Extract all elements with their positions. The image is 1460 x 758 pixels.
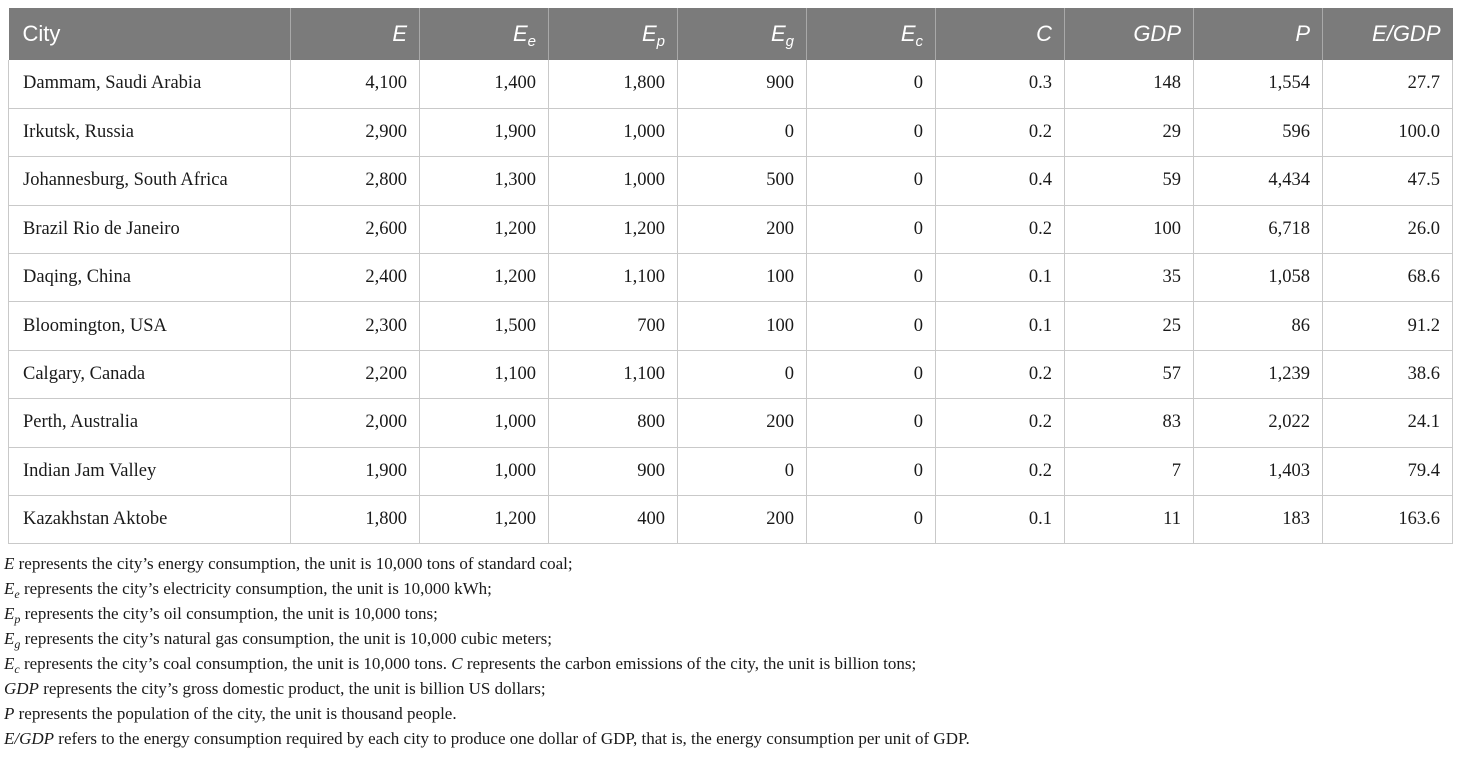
cell-c: 0.1	[936, 496, 1065, 544]
cell-p: 1,554	[1194, 60, 1323, 108]
table-row	[9, 350, 1453, 398]
cell-p: 1,403	[1194, 447, 1323, 495]
cell-gdp: 148	[1065, 60, 1194, 108]
cell-eg: 500	[678, 157, 807, 205]
table-header	[9, 8, 1453, 60]
cell-city: Daqing, China	[9, 254, 291, 302]
cell-gdp: 57	[1065, 350, 1194, 398]
cell-e: 2,400	[291, 254, 420, 302]
cell-city: Dammam, Saudi Arabia	[9, 60, 291, 108]
cell-ee: 1,300	[420, 157, 549, 205]
footnote-text: represents the city’s natural gas consumption, the unit is 10,000 cubic meters;	[20, 629, 552, 648]
cell-e: 1,800	[291, 496, 420, 544]
table-row	[9, 447, 1453, 495]
footnote-subscript: c	[14, 662, 20, 676]
cell-gdp: 83	[1065, 399, 1194, 447]
header-row	[9, 8, 1453, 60]
cell-e: 2,300	[291, 302, 420, 350]
footnote-text: refers to the energy consumption required by each city to produce one dollar of GDP, that is, the energy consumption per unit of GDP.	[54, 729, 970, 748]
cell-ee: 1,000	[420, 399, 549, 447]
data-table-container	[8, 8, 1452, 544]
header-ep-base: E	[641, 21, 657, 46]
header-eg-base: E	[770, 21, 786, 46]
footnote-symbol: E/GDP	[4, 729, 55, 748]
footnote-text: represents the city’s oil consumption, the unit is 10,000 tons;	[20, 604, 438, 623]
footnote-text: represents the city’s gross domestic product, the unit is billion US dollars;	[38, 679, 546, 698]
footnote-subscript: g	[14, 637, 21, 651]
cell-ep: 1,000	[549, 108, 678, 156]
header-e: E	[291, 8, 420, 60]
cell-ec: 0	[807, 157, 936, 205]
footnote-text: represents the city’s energy consumption, the unit is 10,000 tons of standard coal;	[14, 554, 573, 573]
table-row	[9, 157, 1453, 205]
footnote-symbol: GDP	[4, 679, 39, 698]
cell-eg: 0	[678, 350, 807, 398]
header-eg	[678, 8, 807, 60]
cell-c: 0.2	[936, 205, 1065, 253]
footnote-symbol: E	[4, 604, 15, 623]
cell-gdp: 25	[1065, 302, 1194, 350]
cell-p: 4,434	[1194, 157, 1323, 205]
cell-e-per-gdp: 24.1	[1323, 399, 1453, 447]
footnote-text: represents the carbon emissions of the city, the unit is billion tons;	[462, 654, 917, 673]
cell-e: 2,600	[291, 205, 420, 253]
cell-e-per-gdp: 27.7	[1323, 60, 1453, 108]
table-row	[9, 108, 1453, 156]
cell-ee: 1,500	[420, 302, 549, 350]
cell-p: 183	[1194, 496, 1323, 544]
footnote-e-per-gdp	[4, 726, 1454, 751]
cell-e: 2,000	[291, 399, 420, 447]
cell-c: 0.1	[936, 254, 1065, 302]
cell-ep: 900	[549, 447, 678, 495]
header-e-per-gdp: E/GDP	[1372, 21, 1441, 46]
cell-c: 0.3	[936, 60, 1065, 108]
cell-ec: 0	[807, 205, 936, 253]
footnote-ee	[4, 576, 1454, 601]
footnote-symbol: P	[4, 704, 15, 723]
cell-ep: 400	[549, 496, 678, 544]
footnote-symbol: E	[4, 579, 15, 598]
header-ep	[549, 8, 678, 60]
cell-e: 2,200	[291, 350, 420, 398]
cell-c: 0.2	[936, 350, 1065, 398]
cell-ec: 0	[807, 496, 936, 544]
footnote-gdp	[4, 676, 1454, 701]
header-ep-sub: p	[656, 33, 665, 50]
footnote-text: represents the city’s electricity consumption, the unit is 10,000 kWh;	[19, 579, 492, 598]
cell-city: Perth, Australia	[9, 399, 291, 447]
footnote-subscript: p	[14, 612, 21, 626]
cell-c: 0.1	[936, 302, 1065, 350]
header-ee-sub: e	[527, 33, 536, 50]
table-footnotes	[4, 551, 1454, 751]
footnote-symbol: E	[4, 654, 15, 673]
cell-eg: 0	[678, 108, 807, 156]
cell-city: Kazakhstan Aktobe	[9, 496, 291, 544]
cell-ec: 0	[807, 60, 936, 108]
cell-e-per-gdp: 91.2	[1323, 302, 1453, 350]
table-row	[9, 254, 1453, 302]
cell-e: 4,100	[291, 60, 420, 108]
cell-e-per-gdp: 38.6	[1323, 350, 1453, 398]
table-row	[9, 302, 1453, 350]
cell-ee: 1,200	[420, 496, 549, 544]
cell-c: 0.2	[936, 108, 1065, 156]
cell-c: 0.4	[936, 157, 1065, 205]
cell-gdp: 35	[1065, 254, 1194, 302]
cell-city: Brazil Rio de Janeiro	[9, 205, 291, 253]
cell-e-per-gdp: 47.5	[1323, 157, 1453, 205]
header-eg-sub: g	[785, 33, 794, 50]
cell-ec: 0	[807, 350, 936, 398]
header-ec	[807, 8, 936, 60]
header-city: City	[9, 8, 291, 60]
cell-e-per-gdp: 68.6	[1323, 254, 1453, 302]
cell-c: 0.2	[936, 399, 1065, 447]
cell-e-per-gdp: 100.0	[1323, 108, 1453, 156]
cell-p: 86	[1194, 302, 1323, 350]
cell-gdp: 59	[1065, 157, 1194, 205]
header-gdp: GDP	[1065, 8, 1194, 60]
cell-p: 1,239	[1194, 350, 1323, 398]
cell-city: Indian Jam Valley	[9, 447, 291, 495]
header-ee	[420, 8, 549, 60]
table-row	[9, 205, 1453, 253]
cell-e: 2,900	[291, 108, 420, 156]
cell-ec: 0	[807, 254, 936, 302]
cell-p: 2,022	[1194, 399, 1323, 447]
cell-ee: 1,000	[420, 447, 549, 495]
cell-eg: 200	[678, 399, 807, 447]
table-row	[9, 60, 1453, 108]
cell-p: 596	[1194, 108, 1323, 156]
cell-e: 1,900	[291, 447, 420, 495]
cell-city: Bloomington, USA	[9, 302, 291, 350]
cell-gdp: 7	[1065, 447, 1194, 495]
cell-c: 0.2	[936, 447, 1065, 495]
cell-ee: 1,100	[420, 350, 549, 398]
cell-city: Johannesburg, South Africa	[9, 157, 291, 205]
cell-ep: 1,000	[549, 157, 678, 205]
cell-city: Irkutsk, Russia	[9, 108, 291, 156]
cell-ee: 1,900	[420, 108, 549, 156]
header-ee-base: E	[512, 21, 528, 46]
cell-ee: 1,400	[420, 60, 549, 108]
cell-ep: 1,800	[549, 60, 678, 108]
footnote-subscript: e	[14, 587, 20, 601]
footnote-symbol: E	[4, 554, 15, 573]
cell-e-per-gdp: 163.6	[1323, 496, 1453, 544]
table-row	[9, 496, 1453, 544]
energy-consumption-table	[8, 8, 1453, 544]
cell-ee: 1,200	[420, 205, 549, 253]
cell-ep: 1,200	[549, 205, 678, 253]
footnote-e	[4, 551, 1454, 576]
header-c: C	[936, 8, 1065, 60]
cell-ep: 1,100	[549, 350, 678, 398]
footnote-symbol: C	[451, 654, 463, 673]
cell-ep: 700	[549, 302, 678, 350]
footnote-eg	[4, 626, 1454, 651]
cell-gdp: 29	[1065, 108, 1194, 156]
footnote-p	[4, 701, 1454, 726]
table-row	[9, 399, 1453, 447]
cell-p: 1,058	[1194, 254, 1323, 302]
cell-p: 6,718	[1194, 205, 1323, 253]
cell-e-per-gdp: 79.4	[1323, 447, 1453, 495]
cell-eg: 200	[678, 496, 807, 544]
cell-ep: 1,100	[549, 254, 678, 302]
cell-gdp: 100	[1065, 205, 1194, 253]
cell-e: 2,800	[291, 157, 420, 205]
header-ec-base: E	[900, 21, 916, 46]
table-body	[9, 60, 1453, 544]
cell-ec: 0	[807, 108, 936, 156]
footnote-text: represents the population of the city, the unit is thousand people.	[14, 704, 457, 723]
cell-ee: 1,200	[420, 254, 549, 302]
footnote-ep	[4, 601, 1454, 626]
cell-ec: 0	[807, 302, 936, 350]
header-ec-sub: c	[915, 33, 923, 50]
footnote-symbol: E	[4, 629, 15, 648]
cell-eg: 900	[678, 60, 807, 108]
cell-eg: 100	[678, 254, 807, 302]
cell-eg: 200	[678, 205, 807, 253]
cell-ep: 800	[549, 399, 678, 447]
cell-e-per-gdp: 26.0	[1323, 205, 1453, 253]
header-p: P	[1194, 8, 1323, 60]
cell-ec: 0	[807, 447, 936, 495]
cell-gdp: 11	[1065, 496, 1194, 544]
cell-ec: 0	[807, 399, 936, 447]
cell-city: Calgary, Canada	[9, 350, 291, 398]
footnote-ec-c	[4, 651, 1454, 676]
footnote-text: represents the city’s coal consumption, the unit is 10,000 tons.	[19, 654, 452, 673]
cell-eg: 100	[678, 302, 807, 350]
cell-eg: 0	[678, 447, 807, 495]
